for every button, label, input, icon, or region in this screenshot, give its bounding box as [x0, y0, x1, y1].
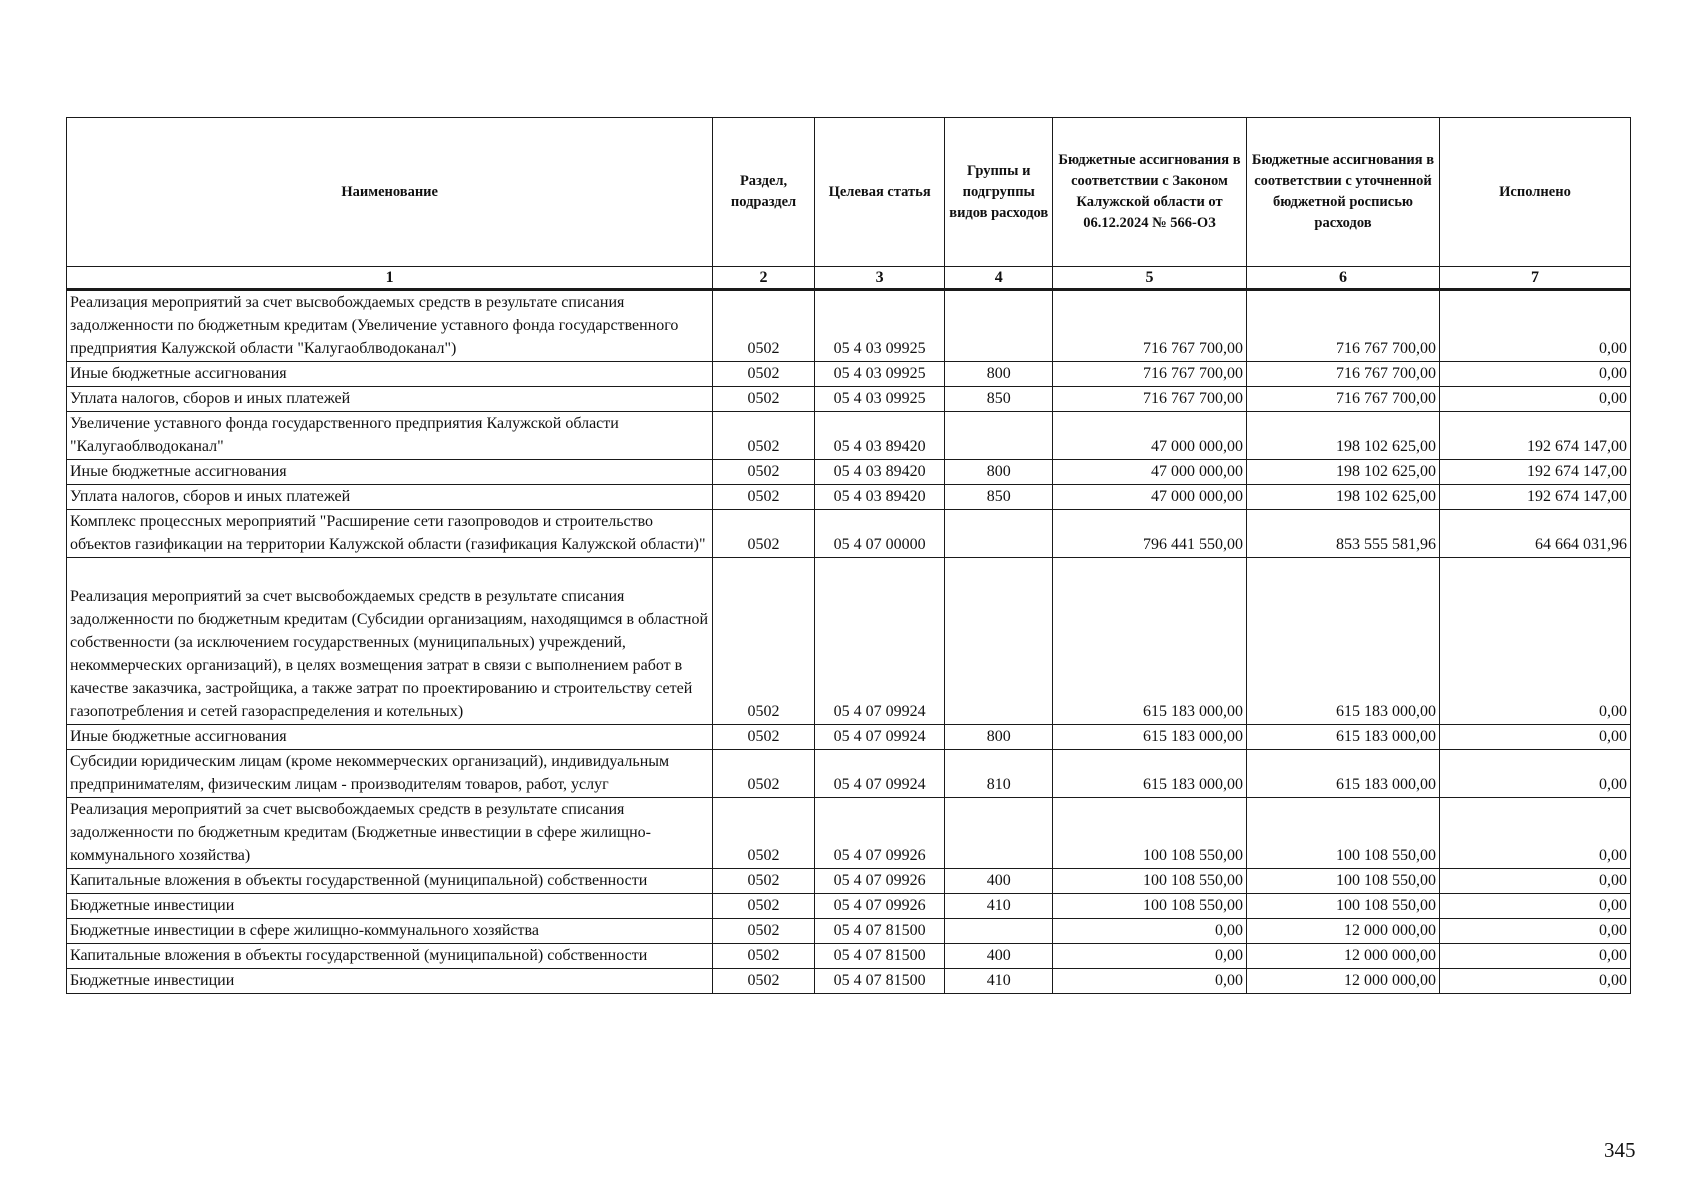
spacer-cell [67, 558, 713, 586]
cell-razdel: 0502 [713, 725, 815, 750]
cell-vid: 810 [945, 750, 1053, 798]
cell-razdel: 0502 [713, 585, 815, 725]
cell-statya: 05 4 03 09925 [814, 290, 945, 362]
cell-law: 0,00 [1053, 969, 1247, 994]
spacer-cell [1053, 558, 1247, 586]
cell-razdel: 0502 [713, 460, 815, 485]
cell-law: 100 108 550,00 [1053, 798, 1247, 869]
column-number: 1 [67, 267, 713, 290]
cell-statya: 05 4 07 09926 [814, 869, 945, 894]
cell-razdel: 0502 [713, 485, 815, 510]
cell-razdel: 0502 [713, 969, 815, 994]
cell-exec: 0,00 [1439, 750, 1630, 798]
cell-rospis: 198 102 625,00 [1247, 412, 1440, 460]
table-row [67, 387, 1631, 412]
table-row [67, 969, 1631, 994]
cell-law: 47 000 000,00 [1053, 460, 1247, 485]
cell-name: Субсидии юридическим лицам (кроме некоммерческих организаций), индивидуальным предпринимателям, физическим лицам - производителям товаров, работ, услуг [67, 750, 713, 798]
budget-table [66, 117, 1631, 994]
table-row [67, 510, 1631, 558]
cell-razdel: 0502 [713, 894, 815, 919]
cell-statya: 05 4 07 09924 [814, 750, 945, 798]
column-number: 4 [945, 267, 1053, 290]
table-row [67, 869, 1631, 894]
cell-exec: 192 674 147,00 [1439, 412, 1630, 460]
cell-exec: 0,00 [1439, 585, 1630, 725]
cell-vid [945, 798, 1053, 869]
cell-vid: 400 [945, 869, 1053, 894]
cell-statya: 05 4 07 00000 [814, 510, 945, 558]
cell-law: 615 183 000,00 [1053, 750, 1247, 798]
cell-vid [945, 412, 1053, 460]
cell-rospis: 100 108 550,00 [1247, 894, 1440, 919]
cell-statya: 05 4 07 81500 [814, 969, 945, 994]
page-number: 345 [1604, 1138, 1636, 1162]
cell-law: 615 183 000,00 [1053, 725, 1247, 750]
cell-razdel: 0502 [713, 510, 815, 558]
cell-razdel: 0502 [713, 290, 815, 362]
table-row [67, 585, 1631, 725]
cell-law: 716 767 700,00 [1053, 362, 1247, 387]
header-vid: Группы и подгруппы видов расходов [945, 118, 1053, 267]
cell-vid: 410 [945, 894, 1053, 919]
cell-vid: 800 [945, 362, 1053, 387]
cell-law: 796 441 550,00 [1053, 510, 1247, 558]
cell-exec: 0,00 [1439, 362, 1630, 387]
cell-vid [945, 510, 1053, 558]
cell-law: 716 767 700,00 [1053, 290, 1247, 362]
cell-statya: 05 4 07 09924 [814, 585, 945, 725]
cell-name: Капитальные вложения в объекты государственной (муниципальной) собственности [67, 869, 713, 894]
table-body [67, 290, 1631, 994]
cell-name: Иные бюджетные ассигнования [67, 725, 713, 750]
cell-vid: 800 [945, 460, 1053, 485]
cell-statya: 05 4 07 81500 [814, 919, 945, 944]
cell-rospis: 615 183 000,00 [1247, 750, 1440, 798]
cell-exec: 0,00 [1439, 387, 1630, 412]
cell-name: Иные бюджетные ассигнования [67, 460, 713, 485]
table-row [67, 290, 1631, 362]
table-row [67, 894, 1631, 919]
cell-exec: 192 674 147,00 [1439, 460, 1630, 485]
table-row [67, 944, 1631, 969]
header-exec: Исполнено [1439, 118, 1630, 267]
header-rospis: Бюджетные ассигнования в соответствии с уточненной бюджетной росписью расходов [1247, 118, 1440, 267]
cell-razdel: 0502 [713, 412, 815, 460]
cell-vid: 410 [945, 969, 1053, 994]
cell-rospis: 12 000 000,00 [1247, 944, 1440, 969]
cell-rospis: 12 000 000,00 [1247, 969, 1440, 994]
table-row [67, 798, 1631, 869]
cell-name: Бюджетные инвестиции [67, 894, 713, 919]
cell-law: 615 183 000,00 [1053, 585, 1247, 725]
cell-name: Бюджетные инвестиции [67, 969, 713, 994]
table-row [67, 485, 1631, 510]
cell-exec: 0,00 [1439, 969, 1630, 994]
cell-rospis: 716 767 700,00 [1247, 362, 1440, 387]
cell-name: Бюджетные инвестиции в сфере жилищно-коммунального хозяйства [67, 919, 713, 944]
cell-rospis: 100 108 550,00 [1247, 798, 1440, 869]
column-number: 6 [1247, 267, 1440, 290]
cell-exec: 0,00 [1439, 869, 1630, 894]
spacer-cell [713, 558, 815, 586]
cell-razdel: 0502 [713, 387, 815, 412]
table-row [67, 750, 1631, 798]
cell-statya: 05 4 03 89420 [814, 485, 945, 510]
cell-vid [945, 290, 1053, 362]
cell-razdel: 0502 [713, 750, 815, 798]
cell-exec: 0,00 [1439, 944, 1630, 969]
cell-exec: 0,00 [1439, 798, 1630, 869]
cell-razdel: 0502 [713, 798, 815, 869]
cell-law: 47 000 000,00 [1053, 485, 1247, 510]
cell-razdel: 0502 [713, 869, 815, 894]
cell-exec: 0,00 [1439, 919, 1630, 944]
cell-rospis: 12 000 000,00 [1247, 919, 1440, 944]
cell-statya: 05 4 03 09925 [814, 362, 945, 387]
table-row [67, 460, 1631, 485]
cell-vid: 800 [945, 725, 1053, 750]
cell-razdel: 0502 [713, 362, 815, 387]
table-row [67, 725, 1631, 750]
cell-vid: 850 [945, 485, 1053, 510]
column-number-row [67, 267, 1631, 290]
spacer-row [67, 558, 1631, 586]
cell-exec: 64 664 031,96 [1439, 510, 1630, 558]
cell-rospis: 198 102 625,00 [1247, 485, 1440, 510]
cell-statya: 05 4 07 09926 [814, 798, 945, 869]
column-number: 2 [713, 267, 815, 290]
cell-rospis: 716 767 700,00 [1247, 387, 1440, 412]
spacer-cell [814, 558, 945, 586]
cell-law: 0,00 [1053, 919, 1247, 944]
cell-statya: 05 4 07 81500 [814, 944, 945, 969]
cell-statya: 05 4 07 09926 [814, 894, 945, 919]
cell-statya: 05 4 07 09924 [814, 725, 945, 750]
cell-rospis: 198 102 625,00 [1247, 460, 1440, 485]
spacer-cell [1247, 558, 1440, 586]
cell-name: Комплекс процессных мероприятий "Расширение сети газопроводов и строительство объектов газификации на территории Калужской области (газификация Калужской области)" [67, 510, 713, 558]
table-row [67, 412, 1631, 460]
column-number: 5 [1053, 267, 1247, 290]
header-statya: Целевая статья [814, 118, 945, 267]
cell-rospis: 716 767 700,00 [1247, 290, 1440, 362]
cell-name: Уплата налогов, сборов и иных платежей [67, 387, 713, 412]
column-number: 7 [1439, 267, 1630, 290]
header-law: Бюджетные ассигнования в соответствии с Законом Калужской области от 06.12.2024 № 566-ОЗ [1053, 118, 1247, 267]
cell-law: 100 108 550,00 [1053, 869, 1247, 894]
header-row [67, 118, 1631, 267]
cell-rospis: 853 555 581,96 [1247, 510, 1440, 558]
column-number: 3 [814, 267, 945, 290]
cell-name: Уплата налогов, сборов и иных платежей [67, 485, 713, 510]
spacer-cell [1439, 558, 1630, 586]
cell-exec: 192 674 147,00 [1439, 485, 1630, 510]
cell-law: 716 767 700,00 [1053, 387, 1247, 412]
cell-exec: 0,00 [1439, 894, 1630, 919]
cell-vid [945, 585, 1053, 725]
cell-razdel: 0502 [713, 919, 815, 944]
cell-law: 100 108 550,00 [1053, 894, 1247, 919]
cell-exec: 0,00 [1439, 725, 1630, 750]
table-row [67, 362, 1631, 387]
cell-statya: 05 4 03 89420 [814, 460, 945, 485]
cell-vid [945, 919, 1053, 944]
cell-vid: 400 [945, 944, 1053, 969]
cell-name: Реализация мероприятий за счет высвобождаемых средств в результате списания задолженности по бюджетным кредитам (Субсидии организациям, находящимся в областной собственности (за исключением государственных (муниципальных) учреждений, некоммерческих организаций), в целях возмещения затрат в связи с выполнением работ в качестве заказчика, застройщика, а также затрат по проектированию и строительству сетей газопотребления и сетей газораспределения и котельных) [67, 585, 713, 725]
cell-razdel: 0502 [713, 944, 815, 969]
cell-statya: 05 4 03 09925 [814, 387, 945, 412]
cell-rospis: 615 183 000,00 [1247, 725, 1440, 750]
cell-rospis: 615 183 000,00 [1247, 585, 1440, 725]
cell-vid: 850 [945, 387, 1053, 412]
cell-law: 0,00 [1053, 944, 1247, 969]
cell-rospis: 100 108 550,00 [1247, 869, 1440, 894]
cell-exec: 0,00 [1439, 290, 1630, 362]
cell-name: Иные бюджетные ассигнования [67, 362, 713, 387]
header-razdel: Раздел, подраздел [713, 118, 815, 267]
cell-name: Увеличение уставного фонда государственного предприятия Калужской области "Калугаоблводоканал" [67, 412, 713, 460]
cell-law: 47 000 000,00 [1053, 412, 1247, 460]
cell-name: Реализация мероприятий за счет высвобождаемых средств в результате списания задолженности по бюджетным кредитам (Бюджетные инвестиции в сфере жилищно-коммунального хозяйства) [67, 798, 713, 869]
cell-statya: 05 4 03 89420 [814, 412, 945, 460]
spacer-cell [945, 558, 1053, 586]
table-row [67, 919, 1631, 944]
header-name: Наименование [67, 118, 713, 267]
budget-table-container [66, 117, 1631, 994]
cell-name: Реализация мероприятий за счет высвобождаемых средств в результате списания задолженности по бюджетным кредитам (Увеличение уставного фонда государственного предприятия Калужской области "Калугаоблводоканал") [67, 290, 713, 362]
cell-name: Капитальные вложения в объекты государственной (муниципальной) собственности [67, 944, 713, 969]
